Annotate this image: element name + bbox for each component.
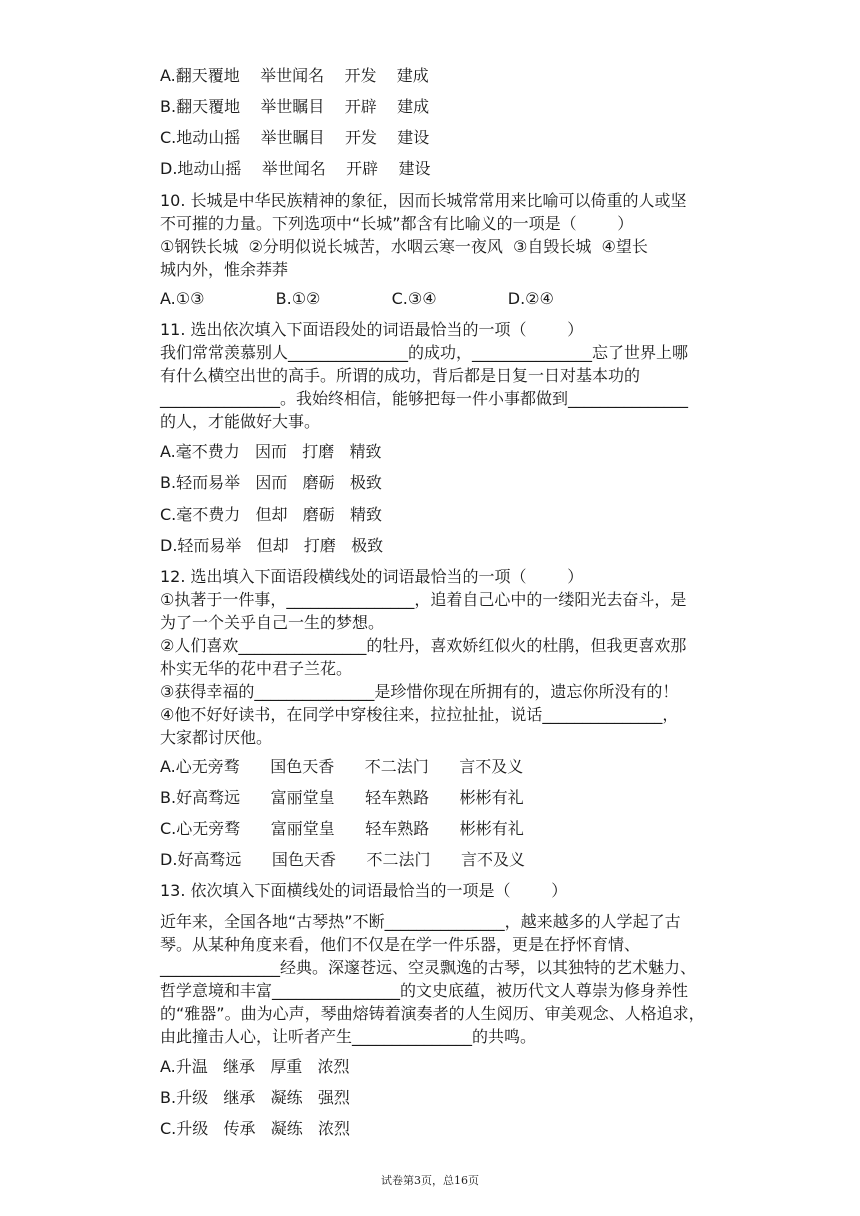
option-9b: B.翻天覆地 举世瞩目 开辟 建成 — [160, 97, 430, 116]
question-11-passage: 我们常常羡慕别人_______________的成功，_______________忘了世界上哪 — [160, 343, 689, 362]
question-13-passage: 由此撞击人心，让听者产生_______________的共鸣。 — [160, 1027, 537, 1046]
option-12c: C.心无旁骛 富丽堂皇 轻车熟路 彬彬有礼 — [160, 819, 524, 838]
question-10-items: 城内外，惟余莽莽 — [160, 260, 289, 279]
question-13-passage: 琴。从某种角度来看，他们不仅是在学一件乐器，更是在抒怀育情、 — [160, 935, 641, 954]
question-12-passage: ①执著于一件事，________________，追着自己心中的一缕阳光去奋斗，是 — [160, 590, 687, 609]
option-9c: C.地动山摇 举世瞩目 开发 建设 — [160, 128, 430, 147]
question-13-passage: 近年来，全国各地“古琴热”不断_______________，越来越多的人学起了古 — [160, 912, 681, 931]
option-13b: B.升级 继承 凝练 强烈 — [160, 1088, 350, 1107]
question-11-passage: _______________。我始终相信，能够把每一件小事都做到_______________ — [160, 389, 689, 408]
question-12-stem: 12. 选出填入下面语段横线处的词语最恰当的一项（ ） — [160, 567, 584, 586]
option-11b: B.轻而易举 因而 磨砺 极致 — [160, 473, 382, 492]
option-11c: C.毫不费力 但却 磨砺 精致 — [160, 505, 383, 524]
option-11d: D.轻而易举 但却 打磨 极致 — [160, 536, 384, 555]
option-13c: C.升级 传承 凝练 浓烈 — [160, 1119, 351, 1138]
question-12-passage: ③获得幸福的_______________是珍惜你现在所拥有的，遗忘你所没有的！ — [160, 682, 679, 701]
question-13-passage: 的“雅器”。曲为心声，琴曲熔铸着演奏者的人生阅历、审美观念、人格追求， — [160, 1004, 705, 1023]
option-12b: B.好高骛远 富丽堂皇 轻车熟路 彬彬有礼 — [160, 788, 524, 807]
page-footer: 试卷第3页，总16页 — [381, 1174, 479, 1187]
question-12-passage: 为了一个关乎自己一生的梦想。 — [160, 613, 385, 632]
question-12-passage: ②人们喜欢________________的牡丹，喜欢娇红似火的杜鹃，但我更喜欢那 — [160, 636, 687, 655]
question-12-passage: ④他不好好读书，在同学中穿梭往来，拉拉扯扯，说话_______________， — [160, 705, 679, 724]
question-12-passage: 朴实无华的花中君子兰花。 — [160, 659, 353, 678]
question-11-passage: 的人，才能做好大事。 — [160, 412, 321, 431]
question-10-options: A.①③ B.①② C.③④ D.②④ — [160, 289, 554, 308]
question-11-stem: 11. 选出依次填入下面语段处的词语最恰当的一项（ ） — [160, 320, 584, 339]
option-11a: A.毫不费力 因而 打磨 精致 — [160, 442, 382, 461]
question-11-passage: 有什么横空出世的高手。所谓的成功，背后都是日复一日对基本功的 — [160, 366, 641, 385]
question-12-passage: 大家都讨厌他。 — [160, 728, 273, 747]
option-12a: A.心无旁骛 国色天香 不二法门 言不及义 — [160, 757, 524, 776]
option-12d: D.好高骛远 国色天香 不二法门 言不及义 — [160, 850, 525, 869]
question-13-stem: 13. 依次填入下面横线处的词语最恰当的一项是（ ） — [160, 881, 568, 900]
question-10-stem: 10. 长城是中华民族精神的象征，因而长城常常用来比喻可以倚重的人或坚 — [160, 191, 687, 210]
question-10-items: ①钢铁长城 ②分明似说长城苦，水咽云寒一夜风 ③自毁长城 ④望长 — [160, 237, 648, 256]
question-13-passage: 哲学意境和丰富________________的文史底蕴，被历代文人尊崇为修身养性 — [160, 981, 689, 1000]
question-13-passage: _______________经典。深邃苍远、空灵飘逸的古琴，以其独特的艺术魅力、 — [160, 958, 697, 977]
option-9a: A.翻天覆地 举世闻名 开发 建成 — [160, 66, 429, 85]
option-13a: A.升温 继承 厚重 浓烈 — [160, 1057, 350, 1076]
option-9d: D.地动山摇 举世闻名 开辟 建设 — [160, 159, 431, 178]
question-10-stem: 不可摧的力量。下列选项中“长城”都含有比喻义的一项是（ ） — [160, 214, 634, 233]
